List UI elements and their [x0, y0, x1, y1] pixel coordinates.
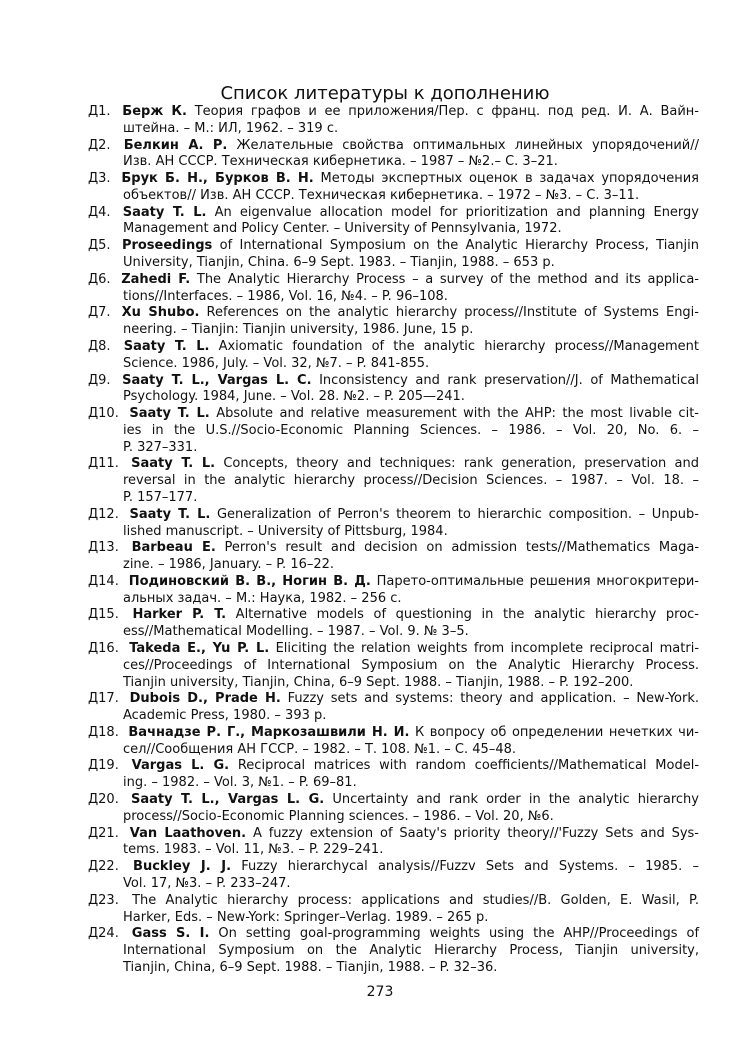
reference-author: Брук Б. Н., Бурков В. Н. [121, 171, 314, 187]
reference-text: Reciprocal matrices with random coefficients//Mathematical Model- [237, 758, 700, 774]
reference-label: Д13. [88, 540, 119, 556]
reference-text: International Symposium on the Analytic Hierarchy Process, Tianjin university, [123, 943, 699, 959]
reference-entry [88, 826, 699, 860]
reference-author: Saaty T. L. [129, 506, 211, 522]
reference-entry [88, 305, 699, 339]
reference-line [88, 255, 699, 272]
reference-label: Д14. [88, 573, 119, 589]
reference-line [88, 205, 699, 222]
reference-label: Д16. [88, 641, 119, 656]
reference-text: Eliciting the relation weights from incomplete reciprocal matri- [275, 641, 700, 656]
reference-author: Saaty T. L. [131, 456, 216, 472]
reference-entry [88, 339, 699, 373]
reference-text: Теория графов и ее приложения/Пер. с франц. под ред. И. А. Вайн- [194, 104, 699, 119]
reference-line [88, 524, 699, 541]
reference-line [88, 154, 699, 171]
reference-author: Saaty T. L., Vargas L. C. [122, 372, 312, 388]
reference-text: The Analytic Hierarchy Process – a survey of the method and its applica- [196, 271, 699, 287]
reference-line [88, 943, 699, 960]
reference-line [88, 775, 699, 792]
reference-text: lished manuscript. – University of Pittsburg, 1984. [123, 523, 448, 539]
reference-text: Парето-оптимальные решения многокритери- [376, 573, 699, 589]
reference-label: Д2. [88, 137, 111, 153]
reference-text: объектов// Изв. АН СССР. Техническая кибернетика. – 1972 – №3. – С. 3–11. [123, 187, 640, 203]
reference-text: process//Socio-Economic Planning sciences. – 1986. – Vol. 20, №6. [123, 808, 554, 824]
reference-line [88, 842, 699, 859]
reference-label: Д9. [88, 372, 111, 388]
reference-label: Д5. [88, 238, 111, 254]
reference-text: Perron's result and decision on admission tests//Mathematics Maga- [224, 540, 700, 556]
reference-entry [88, 607, 699, 641]
reference-label: Д19. [88, 758, 119, 774]
reference-line [88, 557, 699, 574]
reference-label: Д1. [88, 104, 111, 119]
reference-author: Harker P. T. [132, 607, 227, 623]
reference-line [88, 373, 699, 390]
reference-label: Д18. [88, 724, 119, 740]
reference-line [88, 809, 699, 826]
reference-text: University, Tianjin, China. 6–9 Sept. 1983. – Tianjin, 1988. – 653 p. [123, 255, 555, 271]
reference-text: References on the analytic hierarchy process//Institute of Systems Engi- [206, 305, 699, 321]
reference-line [88, 423, 699, 440]
reference-line [88, 272, 699, 289]
reference-line [88, 238, 699, 255]
reference-text: К вопросу об определении нечетких чи- [414, 724, 699, 740]
reference-list [88, 104, 699, 977]
reference-author: Saaty T. L., Vargas L. G. [130, 792, 325, 808]
reference-author: Dubois D., Prade H. [129, 691, 281, 707]
reference-label: Д23. [88, 892, 119, 908]
reference-text: Harker, Eds. – New-York: Springer–Verlag. 1989. – 265 p. [123, 909, 489, 925]
reference-line [88, 289, 699, 306]
reference-line [88, 406, 699, 423]
reference-line [88, 473, 699, 490]
reference-text: P. 157–177. [123, 489, 198, 505]
reference-line [88, 171, 699, 188]
reference-author: Берж К. [122, 104, 187, 119]
reference-line [88, 121, 699, 138]
reference-entry [88, 926, 699, 976]
reference-label: Д6. [88, 271, 111, 287]
reference-entry [88, 104, 699, 138]
reference-label: Д20. [88, 792, 119, 808]
reference-label: Д3. [88, 171, 111, 187]
reference-line [88, 691, 699, 708]
reference-entry [88, 507, 699, 541]
reference-text: Методы экспертных оценок в задачах упорядочения [320, 171, 699, 187]
reference-text: Tianjin, China, 6–9 Sept. 1988. – Tianjin, 1988. – P. 32–36. [123, 959, 498, 975]
reference-entry [88, 272, 699, 306]
reference-line [88, 658, 699, 675]
reference-author: Takeda E., Yu P. L. [129, 641, 270, 656]
reference-author: Barbeau E. [131, 540, 216, 556]
reference-text: Management and Policy Center. – University of Pennsylvania, 1972. [123, 221, 562, 237]
reference-text: ing. – 1982. – Vol. 3, №1. – P. 69–81. [123, 775, 357, 791]
reference-line [88, 322, 699, 339]
reference-text: neering. – Tianjin: Tianjin university, 1986. June, 15 p. [123, 322, 474, 338]
reference-line [88, 490, 699, 507]
page-title: Список литературы к дополнению [220, 83, 550, 105]
reference-line [88, 221, 699, 238]
reference-text: Fuzzy sets and systems: theory and application. – New-York. [287, 691, 700, 707]
reference-label: Д12. [88, 506, 119, 522]
reference-author: Saaty T. L. [122, 204, 207, 220]
reference-text: Alternative models of questioning in the analytic hierarchy proc- [235, 607, 699, 623]
reference-line [88, 456, 699, 473]
reference-text: альных задач. – М.: Наука, 1982. – 256 с. [123, 590, 402, 606]
reference-text: сел//Сообщения АН ГССР. – 1982. – Т. 108. №1. – С. 45–48. [123, 741, 516, 757]
reference-line [88, 574, 699, 591]
reference-author: Proseedings [121, 238, 213, 254]
reference-label: Д4. [88, 204, 111, 220]
reference-text: ess//Mathematical Modelling. – 1987. – Vol. 9. № 3–5. [123, 624, 469, 640]
reference-entry [88, 406, 699, 456]
reference-author: Белкин А. Р. [123, 137, 228, 153]
reference-label: Д11. [88, 456, 119, 472]
reference-text: Academic Press, 1980. – 393 p. [123, 708, 327, 724]
reference-label: Д24. [88, 926, 119, 942]
reference-entry [88, 138, 699, 172]
reference-text: Absolute and relative measurement with the AHP: the most livable cit- [216, 406, 699, 422]
reference-text: Axiomatic foundation of the analytic hierarchy process//Management [218, 338, 699, 354]
reference-author: Vargas L. G. [131, 758, 230, 774]
reference-author: Вачнадзе Р. Г., Маркозашвили Н. И. [128, 724, 410, 740]
reference-line [88, 675, 699, 692]
reference-line [88, 507, 699, 524]
reference-line [88, 356, 699, 373]
reference-line [88, 926, 699, 943]
reference-line [88, 591, 699, 608]
reference-text: Vol. 17, №3. – P. 233–247. [123, 875, 291, 891]
reference-text: tions//Interfaces. – 1986, Vol. 16, №4. – P. 96–108. [123, 288, 448, 304]
reference-entry [88, 691, 699, 725]
reference-text: Psychology. 1984, June. – Vol. 28. №2. – P. 205—241. [123, 389, 465, 405]
reference-text: The Analytic hierarchy process: applications and studies//B. Golden, E. Wasil, P. [132, 892, 699, 908]
reference-text: Изв. АН СССР. Техническая кибернетика. – 1987 – №2.– С. 3–21. [123, 154, 558, 170]
reference-line [88, 826, 699, 843]
reference-line [88, 742, 699, 759]
reference-entry [88, 859, 699, 893]
reference-entry [88, 574, 699, 608]
reference-line [88, 910, 699, 927]
reference-line [88, 893, 699, 910]
reference-entry [88, 171, 699, 205]
reference-line [88, 708, 699, 725]
reference-label: Д22. [88, 859, 119, 875]
reference-author: Saaty T. L. [129, 406, 210, 422]
reference-author: Zahedi F. [121, 271, 191, 287]
reference-text: ies in the U.S.//Socio-Economic Planning Sciences. – 1986. – Vol. 20, No. 6. – [123, 422, 699, 438]
reference-text: Uncertainty and rank order in the analytic hierarchy [332, 792, 699, 808]
reference-line [88, 641, 699, 658]
reference-entry [88, 205, 699, 239]
reference-entry [88, 758, 699, 792]
reference-entry [88, 641, 699, 691]
reference-text: ces//Proceedings of International Symposium on the Analytic Hierarchy Process. [123, 657, 699, 673]
reference-entry [88, 238, 699, 272]
reference-author: Saaty T. L. [123, 338, 210, 354]
reference-text: Tianjin university, Tianjin, China, 6–9 Sept. 1988. – Tianjin, 1988. – P. 192–200. [123, 674, 634, 690]
reference-text: Science. 1986, July. – Vol. 32, №7. – P. 841-855. [123, 355, 430, 371]
reference-line [88, 305, 699, 322]
reference-text: On setting goal-programming weights using the AHP//Proceedings of [218, 926, 700, 942]
reference-line [88, 389, 699, 406]
reference-entry [88, 373, 699, 407]
reference-text: reversal in the analytic hierarchy process//Decision Sciences. – 1987. – Vol. 18. – [123, 473, 699, 489]
reference-line [88, 138, 699, 155]
reference-line [88, 725, 699, 742]
reference-text: Generalization of Perron's theorem to hierarchic composition. – Unpub- [216, 506, 699, 522]
reference-line [88, 440, 699, 457]
reference-line [88, 876, 699, 893]
reference-line [88, 758, 699, 775]
reference-text: Желательные свойства оптимальных линейных упорядочений// [236, 137, 699, 153]
reference-label: Д21. [88, 825, 119, 841]
reference-entry [88, 540, 699, 574]
reference-line [88, 859, 699, 876]
reference-author: Подиновский В. В., Ногин В. Д. [128, 573, 371, 589]
reference-author: Xu Shubo. [121, 305, 200, 321]
reference-text: zine. – 1986, January. – P. 16–22. [123, 557, 335, 573]
reference-text: Concepts, theory and techniques: rank generation, preservation and [223, 456, 699, 472]
reference-line [88, 104, 699, 121]
reference-line [88, 339, 699, 356]
reference-line [88, 624, 699, 641]
reference-line [88, 540, 699, 557]
reference-entry [88, 456, 699, 506]
reference-text: Inconsistency and rank preservation//J. of Mathematical [319, 372, 699, 388]
reference-label: Д15. [88, 607, 119, 623]
reference-line [88, 188, 699, 205]
reference-entry [88, 725, 699, 759]
reference-label: Д7. [88, 305, 111, 321]
reference-line [88, 960, 699, 977]
reference-text: tems. 1983. – Vol. 11, №3. – P. 229–241. [123, 842, 384, 858]
reference-text: An eigenvalue allocation model for prioritization and planning Energy [214, 204, 699, 220]
reference-entry [88, 893, 699, 927]
reference-text: штейна. – М.: ИЛ, 1962. – 319 с. [123, 120, 339, 136]
reference-text: Fuzzy hierarchycal analysis//Fuzzv Sets and Systems. – 1985. – [241, 859, 699, 875]
reference-author: Buckley J. J. [133, 859, 232, 875]
page-number: 273 [366, 984, 394, 1000]
reference-author: Gass S. I. [131, 926, 210, 942]
reference-entry [88, 792, 699, 826]
reference-label: Д10. [88, 406, 119, 422]
reference-text: P. 327–331. [123, 439, 198, 455]
reference-text: A fuzzy extension of Saaty's priority theory//'Fuzzy Sets and Sys- [252, 825, 699, 841]
reference-text: of International Symposium on the Analytic Hierarchy Process, Tianjin [219, 238, 700, 254]
reference-label: Д8. [88, 338, 111, 354]
reference-line [88, 607, 699, 624]
reference-author: Van Laathoven. [129, 825, 247, 841]
reference-label: Д17. [88, 691, 119, 707]
reference-line [88, 792, 699, 809]
